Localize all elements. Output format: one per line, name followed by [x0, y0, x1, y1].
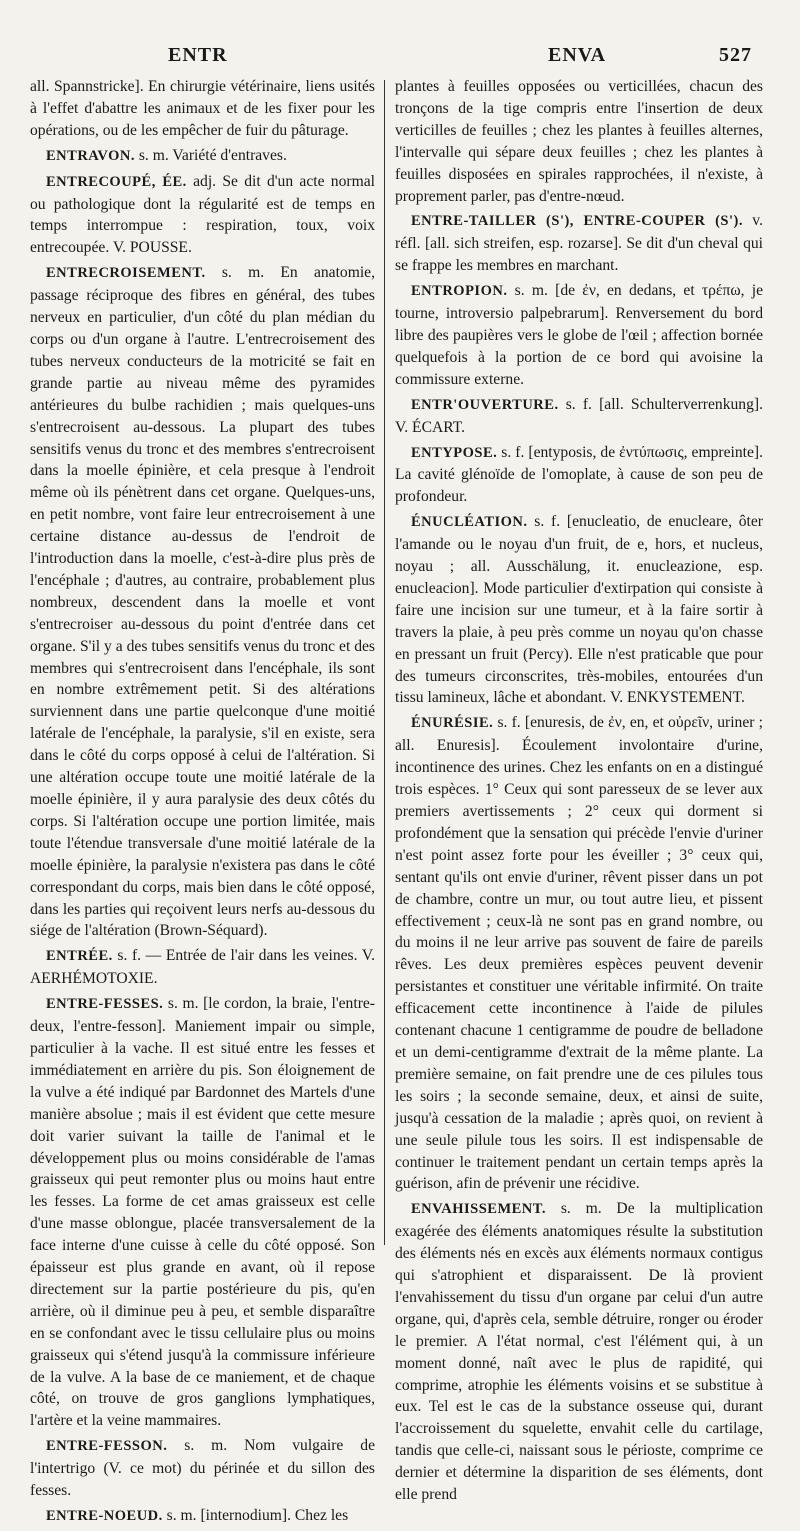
running-head-right: ENVA: [548, 44, 607, 66]
entry-text: s. m. [le cordon, la braie, l'entre-deux, l'entre-fesson]. Maniement impair ou simple, particulier à la vache. Il est situé entre les fesses et immédiatement en arrière du pis. Son éloignement de la vulve a été indiqué par Bardonnet des Martels d'une manière absolue ; mais il est évident que cette mesure doit varier suivant la taille de l'animal et le développement plus ou moins considérable de l'amas graisseux qui peut remonter plus ou moins haut entre les fesses. La forme de cet amas graisseux est celle d'une masse oblongue, placée transversalement de la face interne d'une cuisse à celle du côté opposé. Son épaisseur est plus grande en avant, où il repose directement sur la partie postérieure du pis, qu'en arrière, où il diminue peu à peu, et semble disparaître en se confondant avec le tissu cellulaire plus ou moins graisseux qui s'étend jusqu'à la commissure inférieure de la vulve. A la base de ce maniement, et de chaque côté, on trouve de gros ganglions lymphatiques, l'artère et la veine mammaires.: [30, 995, 375, 1430]
entry-entravon: [30, 145, 375, 168]
headword: ENTRÉE.: [46, 948, 113, 965]
entry-entropion: [395, 280, 763, 391]
headword: ENTR'OUVERTURE.: [411, 396, 559, 413]
entry-text: s. m. [internodium]. Chez les: [162, 1507, 349, 1524]
entry-text: s. f. [all. Schulterverrenkung]. V. ÉCART.: [395, 395, 763, 436]
entry-entrecoupe: [30, 171, 375, 260]
entry-text: s. m. De la multiplication exagérée des éléments anatomiques résulte la substitution des éléments nés en excès aux éléments normaux contigus qui s'atrophient et disparaissent. De là provient l'envahissement du tissu d'un organe par celui d'un autre organe, qui, d'après cela, semble détruire, ronger ou éroder le premier. A l'état normal, c'est l'élément qui, à un moment donné, naît avec le plus de rapidité, qui comprime, atrophie les éléments voisins et se substitue à eux. Tel est le cas de la substance osseuse qui, durant l'accroissement du squelette, envahit celle du cartilage, tandis que celle-ci, naissant sous le périoste, comprime ce dernier et détermine la disparition de ses éléments, dont elle prend: [395, 1200, 763, 1504]
column-divider: [384, 80, 385, 1245]
entry-envahissement: [395, 1198, 763, 1506]
entry-entrouverture: [395, 394, 763, 439]
headword: ENTRE-FESSES.: [46, 996, 164, 1013]
right-column: [395, 76, 763, 1509]
entry-entre-tailler: [395, 210, 763, 277]
entry-entre-fesson: [30, 1435, 375, 1502]
headword: ENTYPOSE.: [411, 444, 498, 461]
running-head-left: ENTR: [168, 44, 228, 66]
entry-text: s. m. Nom vulgaire de l'intertrigo (V. ce mot) du périnée et du sillon des fesses.: [30, 1437, 375, 1500]
entry-continuation: [395, 76, 763, 207]
entry-text: plantes à feuilles opposées ou verticillées, chacun des tronçons de la tige compris entre l'insertion de deux verticilles de feuilles ; chez les plantes à feuilles alternes, l'intervalle qui sépare deux feuilles ; chez les plantes à feuilles disposées en spirales rapprochées, il n'existe, à proprement parler, pas d'entre-nœud.: [395, 78, 763, 205]
entry-text: s. f. — Entrée de l'air dans les veines. V. AERHÉMOTOXIE.: [30, 947, 375, 988]
headword: ENTRE-TAILLER (S'), ENTRE-COUPER (S').: [411, 213, 743, 230]
left-column: [30, 76, 375, 1531]
entry-text: s. f. [entyposis, de ἐντύπωσις, empreinte]. La cavité glénoïde de l'omoplate, à cause de son peu de profondeur.: [395, 443, 763, 506]
headword: ENTRE-NOEUD.: [46, 1508, 163, 1524]
entry-text: all. Spannstricke]. En chirurgie vétérinaire, liens usités à l'effet d'abattre les animaux et de les fixer pour les opérations, ou de les empêcher de fuir du pâturage.: [30, 78, 375, 139]
headword: ÉNURÉSIE.: [411, 715, 494, 732]
page-number: 527: [719, 44, 752, 66]
entry-text: s. m. Variété d'entraves.: [134, 146, 287, 164]
entry-entre-fesses: [30, 993, 375, 1432]
entry-entree: [30, 945, 375, 990]
entry-entypose: [395, 442, 763, 509]
entry-enucleation: [395, 511, 763, 709]
headword: ÉNUCLÉATION.: [411, 514, 528, 531]
entry-enuresie: [395, 712, 763, 1195]
headword: ENTRE-FESSON.: [46, 1438, 168, 1455]
entry-text: s. f. [enucleatio, de enucleare, ôter l'amande ou le noyau d'un fruit, de e, hors, et nucleus, noyau ; all. Ausschälung, it. enucleazione, esp. enucleacion]. Mode particulier d'extirpation qui consiste à faire une incision sur une tumeur, et à la faire sortir à travers la plaie, à peu près comme un noyau qu'on chasse en pressant un fruit (Percy). Elle n'est praticable que pour des tumeurs circonscrites, très-mobiles, entourées d'un tissu lamineux, lâche et abondant. V. ENKYSTEMENT.: [395, 513, 763, 707]
headword: ENVAHISSEMENT.: [411, 1201, 546, 1218]
entry-text: s. m. [de ἐν, en dedans, et τρέπω, je tourne, introversio palpebrarum]. Renversement du bord libre des paupières vers le globe de l'œil ; affection bornée quelquefois à la portion de ce bord qui avoisine la commissure externe.: [395, 282, 763, 388]
entry-continuation: [30, 76, 375, 142]
entry-entre-noeud: [30, 1505, 375, 1528]
headword: ENTRECOUPÉ, ÉE.: [46, 173, 187, 190]
entry-text: s. f. [enuresis, de ἐν, en, et οὐρεῖν, uriner ; all. Enuresis]. Écoulement involontaire d'urine, incontinence des urines. Chez les enfants on en a distingué trois espèces. 1° Ceux qui sont paresseux de se lever aux premiers avertissements ; 2° ceux qui dorment si profondément que la sensation qui précède l'envie d'uriner n'est point assez forte pour les éveiller ; 3° ceux qui, sentant qu'ils ont envie d'uriner, rêvent pisser dans un pot de chambre, contre un mur, ou tout autre lieu, et pissent effectivement ; ceux-là ne sont pas en grand nombre, ou du moins il ne leur arrive pas souvent de faire de pareils rêves. Les deux premières espèces peuvent devenir persistantes et constituer une véritable infirmité. On traite efficacement cette incontinence à l'aide de pilules contenant chacune 1 centigramme de poudre de belladone et un demi-centigramme d'extrait de la même plante. La première semaine, on fait prendre une de ces pilules tous les soirs ; la seconde semaine, deux, et ainsi de suite, jusqu'à cessation de la maladie ; après quoi, on revient à une seule pilule tous les soirs. Il est indispensable de continuer le traitement pendant un certain temps après la guérison, afin de prévenir une récidive.: [395, 714, 763, 1193]
entry-text: adj. Se dit d'un acte normal ou pathologique dont la régularité est de temps en temps interrompue : respiration, toux, voix entrecoupée. V. POUSSE.: [30, 172, 375, 257]
headword: ENTROPION.: [411, 283, 508, 300]
entry-entrecroisement: [30, 262, 375, 942]
entry-text: s. m. En anatomie, passage réciproque des fibres en général, des tubes nerveux en particulier, d'un côté du plan médian du corps ou d'un organe à l'autre. L'entrecroisement des tubes nerveux conducteurs de la motricité se fait en grande partie au niveau même des pyramides antérieures du bulbe rachidien ; mais quelques-uns s'entrecroisent au-dessous. La plupart des tubes sensitifs venus du tronc et des membres s'entrecroisent dans la moelle épinière, et cela presque à l'endroit même où ils pénètrent dans cet organe. Quelques-uns, en petit nombre, vont faire leur entrecroisement à une certaine distance au-dessus de l'endroit de l'introduction dans la moelle, c'est-à-dire plus près de l'encéphale ; d'autres, au contraire, probablement plus nombreux, descendent dans la moelle et vont s'entrecroiser au-dessous du point d'entrée dans cet organe. S'il y a des tubes sensitifs venus du tronc et des membres qui s'entrecroisent dans l'encéphale, ils sont en nombre extrêmement petit. Si des altérations surviennent dans une partie quelconque d'une moitié latérale de l'encéphale, la paralysie, s'il en existe, sera dans le côté du corps opposé à celui de l'altération. Si une altération occupe toute une moitié latérale de la moelle épinière, il y aura paralysie des deux côtés du corps. Si l'altération occupe une portion limitée, mais toute l'étendue transversale d'une moitié latérale de la moelle épinière, la paralysie n'existera pas dans le côté correspondant du corps, mais bien dans le côté opposé, dans les parties qui reçoivent leurs nerfs au-dessous du siége de l'altération (Brown-Séquard).: [30, 264, 375, 940]
headword: ENTRAVON.: [46, 147, 135, 164]
entry-text: v. réfl. [all. sich streifen, esp. rozarse]. Se dit d'un cheval qui se frappe les membres en marchant.: [395, 212, 763, 275]
headword: ENTRECROISEMENT.: [46, 265, 206, 282]
